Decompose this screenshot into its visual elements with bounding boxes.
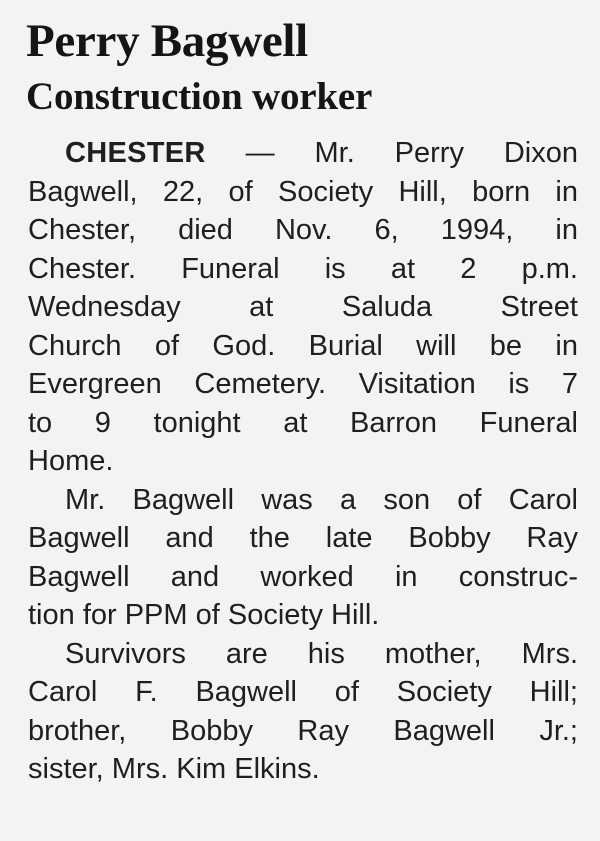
- text-line: Mr. Bagwell was a son of Carol: [65, 483, 578, 516]
- paragraph-survivors: [28, 635, 578, 789]
- text-line: Bagwell and worked in construc-: [28, 560, 578, 593]
- text-line: Chester. Funeral is at 2 p.m.: [28, 252, 578, 285]
- paragraph-announcement: [28, 134, 578, 481]
- text-line: Survivors are his mother, Mrs.: [65, 637, 578, 670]
- text-line: tion for PPM of Society Hill.: [28, 599, 380, 631]
- text-line: Wednesday at Saluda Street: [28, 291, 578, 323]
- text-line: to 9 tonight at Barron Funeral: [28, 406, 578, 439]
- text-line: Chester, died Nov. 6, 1994, in: [28, 214, 578, 246]
- paragraph-family: [28, 481, 578, 635]
- dateline: CHESTER: [65, 137, 206, 169]
- text-line: Home.: [28, 445, 114, 477]
- text-line-content: — Mr. Perry Dixon: [205, 137, 578, 169]
- text-line: Evergreen Cemetery. Visitation is 7: [28, 368, 578, 400]
- text-line: Carol F. Bagwell of Society Hill;: [28, 676, 578, 708]
- text-line: Church of God. Burial will be in: [28, 329, 578, 362]
- text-line: [28, 134, 578, 173]
- text-line: brother, Bobby Ray Bagwell Jr.;: [28, 714, 578, 747]
- text-line: Bagwell, 22, of Society Hill, born in: [28, 175, 578, 208]
- obituary-body: [28, 134, 578, 789]
- text-line: Bagwell and the late Bobby Ray: [28, 522, 578, 554]
- obituary-headline: Perry Bagwell: [26, 15, 308, 67]
- text-line: sister, Mrs. Kim Elkins.: [28, 753, 320, 785]
- obituary-subheadline: Construction worker: [26, 75, 373, 118]
